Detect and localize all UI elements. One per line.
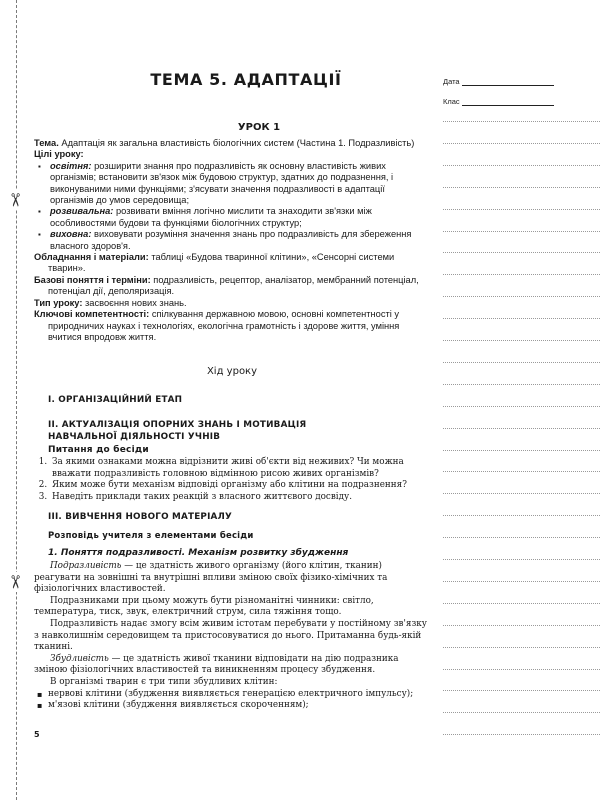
paragraph-text: Подразливість надає змогу всім живим істотам перебувати у постійному зв'язку з навколишнім середовищем та пристосовуватися до нього. Притаманна будь-якій тканині. (34, 618, 427, 653)
class-label: Клас (443, 97, 460, 106)
note-line (443, 296, 600, 297)
paragraph (34, 619, 430, 654)
competences-label: Ключові компетентності: (34, 309, 150, 320)
goal-item (34, 161, 430, 207)
goal-item (34, 206, 430, 229)
term: Збудливість (50, 653, 109, 664)
topic-text: Адаптація як загальна властивість біологічних систем (Частина 1. Подразливість) (61, 138, 415, 148)
term: Подразливість (50, 561, 122, 571)
note-line (443, 712, 600, 713)
note-line (443, 515, 600, 516)
note-line (443, 252, 600, 253)
terms-line (34, 275, 430, 298)
cell-type-item: ▪ м'язові клітини (збудження виявляється скороченням); (34, 700, 430, 712)
date-line[interactable] (462, 76, 554, 86)
goal-text: розвивати вміння логічно мислити та знаходити зв'язки між особливостями будови та функціями біологічних структур; (50, 206, 372, 228)
theme-title: ТЕМА 5. АДАПТАЦІЇ (150, 70, 342, 89)
stage-1-heading: I. ОРГАНІЗАЦІЙНИЙ ЕТАП (48, 395, 183, 405)
paragraph-text: В організмі тварин є три типи збудливих клітин: (50, 676, 278, 687)
note-line (443, 209, 600, 210)
lesson-info (34, 138, 430, 343)
note-line (443, 450, 600, 451)
body-text (34, 561, 430, 712)
page-number: 5 (34, 730, 40, 739)
question-item: 3. Наведіть приклади таких реакцій з власного життєвого досвіду. (50, 492, 430, 504)
paragraph (34, 561, 430, 596)
competences-text: спілкування державною мовою, основні компетентності у природничих науках і технологіях, екологічна грамотність і здорове життя, уміння вчитися впродовж життя. (48, 309, 400, 342)
note-line (443, 121, 600, 122)
cell-type-item: ▪ нервові клітини (збудження виявляється генерацією електричного імпульсу); (34, 689, 430, 701)
note-line (443, 428, 600, 429)
note-line (443, 493, 600, 494)
note-line (443, 318, 600, 319)
note-line (443, 143, 600, 144)
goal-label: розвивальна: (50, 206, 114, 217)
questions-list (34, 457, 430, 503)
class-line[interactable] (462, 96, 554, 106)
paragraph-text: — це здатність живої тканини відповідати на дію подразника зміною фізіологічних властивостей та виникненням процесу збудження. (34, 653, 399, 676)
note-line (443, 625, 600, 626)
topic-label: Тема. (34, 138, 59, 148)
note-line (443, 384, 600, 385)
date-field[interactable] (443, 76, 554, 86)
note-line (443, 340, 600, 341)
paragraph-text: Подразниками при цьому можуть бути різноманітні чинники: світло, температура, тиск, звук, електричний струм, сила тяжіння тощо. (34, 595, 374, 618)
stage-2-heading: II. АКТУАЛІЗАЦІЯ ОПОРНИХ ЗНАНЬ І МОТИВАЦІЯ НАВЧАЛЬНОЇ ДІЯЛЬНОСТІ УЧНІВ (48, 420, 307, 442)
note-line (443, 231, 600, 232)
question-item: 1. За якими ознаками можна відрізнити живі об'єкти від неживих? Чи можна вважати подразливість головною відмінною рисою живих організмів? (50, 457, 430, 480)
equipment-label: Обладнання і матеріали: (34, 252, 149, 263)
note-line (443, 187, 600, 188)
type-line (34, 298, 430, 309)
note-line (443, 471, 600, 472)
goal-text: розширити знання про подразливість як основну властивість живих організмів; встановити зв'язок між будовою структур, здатних до подразнення, і виконуваними ними функціями; з'ясувати значення подразливості в адаптації організмів до умов середовища; (50, 160, 394, 206)
type-text: засвоєння нових знань. (85, 297, 187, 308)
note-line (443, 537, 600, 538)
topic-line (34, 138, 430, 149)
terms-label: Базові поняття і терміни: (34, 274, 151, 285)
questions-block (34, 457, 430, 503)
note-line (443, 581, 600, 582)
goal-text: виховувати розуміння значення знань про подразливість для збереження власного здоров'я. (50, 229, 412, 251)
note-line (443, 690, 600, 691)
lesson-flow-heading: Хід уроку (206, 366, 258, 377)
paragraph (34, 654, 430, 677)
note-line (443, 165, 600, 166)
competences-line (34, 309, 430, 343)
subsection-title: 1. Поняття подразливості. Механізм розвитку збудження (48, 548, 349, 558)
question-item: 2. Яким може бути механізм відповіді організму або клітини на подразнення? (50, 480, 430, 492)
terms-text: подразливість, рецептор, аналізатор, мембранний потенціал, потенціал дії, деполяризація. (48, 274, 419, 297)
type-label: Тип уроку: (34, 297, 83, 308)
paragraph (34, 677, 430, 689)
goal-label: виховна: (50, 229, 92, 240)
note-line (443, 603, 600, 604)
scissors-icon: ✂ (4, 572, 24, 592)
date-label: Дата (443, 77, 460, 86)
class-field[interactable] (443, 96, 554, 106)
note-line (443, 406, 600, 407)
note-line (443, 734, 600, 735)
equipment-text: таблиці «Будова тваринної клітини», «Сенсорні системи тварин». (48, 252, 395, 274)
story-heading: Розповідь учителя з елементами бесіди (48, 531, 254, 541)
goals-label: Цілі уроку: (34, 149, 84, 160)
questions-heading: Питання до бесіди (48, 445, 149, 455)
scissors-icon: ✂ (4, 190, 24, 210)
goals-list (34, 161, 430, 252)
lesson-title: УРОК 1 (237, 122, 281, 133)
note-line (443, 362, 600, 363)
cell-types-list (34, 689, 430, 712)
note-line (443, 559, 600, 560)
equipment-line (34, 252, 430, 275)
paragraph-text: — це здатність живого організму (його клітин, тканин) реагувати на зовнішні та внутрішні впливи зміною своїх фізико-хімічних та фізіологічних властивостей. (34, 561, 388, 595)
note-line (443, 647, 600, 648)
goal-label: освітня: (50, 160, 92, 171)
cut-line (16, 0, 17, 800)
note-line (443, 274, 600, 275)
goal-item (34, 229, 430, 252)
stage-3-heading: III. ВИВЧЕННЯ НОВОГО МАТЕРІАЛУ (48, 512, 233, 522)
paragraph (34, 596, 430, 619)
note-line (443, 669, 600, 670)
